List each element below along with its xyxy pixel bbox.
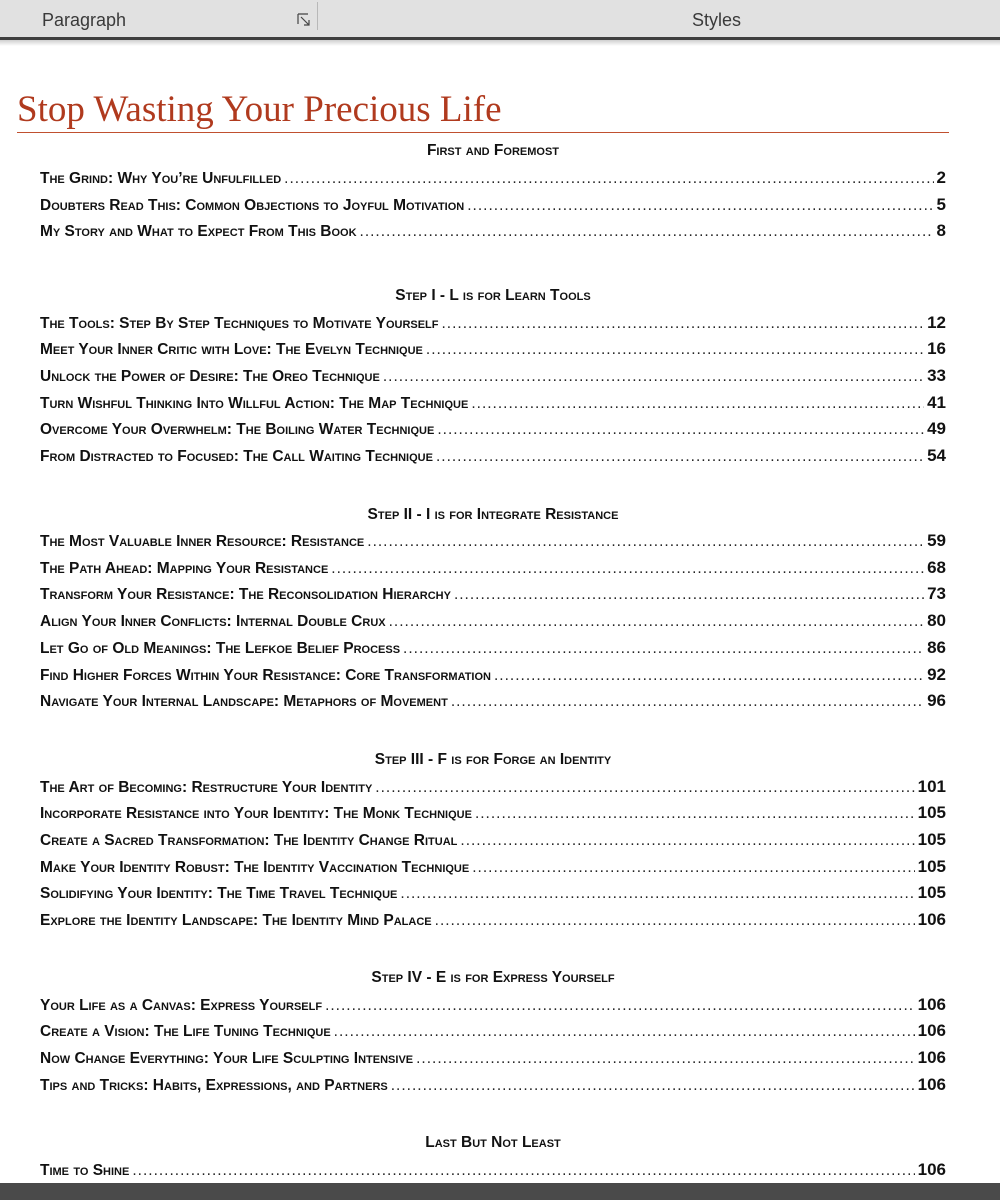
toc-entry-title: Unlock the Power of Desire: The Oreo Technique	[40, 368, 380, 385]
toc-entry-title: Create a Sacred Transformation: The Identity Change Ritual	[40, 832, 458, 849]
toc-page-number: 73	[927, 584, 946, 603]
toc-entry[interactable]	[40, 221, 946, 243]
toc-entry[interactable]	[40, 1160, 946, 1182]
toc-page-number: 101	[917, 777, 946, 796]
toc-entry[interactable]	[40, 339, 946, 361]
toc-entry-title: Doubters Read This: Common Objections to Joyful Motivation	[40, 197, 465, 214]
toc-section-heading: Last But Not Least	[425, 1134, 561, 1151]
toc-entry[interactable]	[40, 558, 946, 580]
toc-entry-title: Turn Wishful Thinking Into Willful Action: The Map Technique	[40, 395, 469, 412]
toc-dot-leader	[416, 1050, 915, 1069]
toc-entry[interactable]	[40, 830, 946, 852]
toc-dot-leader	[132, 1162, 914, 1181]
toc-dot-leader	[383, 368, 924, 387]
status-bar	[0, 1183, 1000, 1200]
toc-entry[interactable]	[40, 195, 946, 217]
toc-dot-leader	[442, 315, 925, 334]
toc-dot-leader	[389, 613, 924, 632]
toc-dot-leader	[436, 448, 924, 467]
styles-group-label: Styles	[692, 10, 742, 30]
toc-entry[interactable]	[40, 910, 946, 932]
toc-dot-leader	[367, 533, 924, 552]
toc-dot-leader	[460, 832, 914, 851]
toc-page-number: 33	[927, 366, 946, 385]
toc-dot-leader	[426, 341, 924, 360]
toc-dot-leader	[403, 640, 924, 659]
toc-entry[interactable]	[40, 777, 946, 799]
toc-page-number: 106	[917, 1075, 946, 1094]
toc-page-number: 49	[927, 419, 946, 438]
toc-dot-leader	[467, 197, 933, 216]
toc-page-number: 12	[927, 313, 946, 332]
toc-dot-leader	[391, 1077, 915, 1096]
toc-page-number: 5	[936, 195, 946, 214]
toc-entry-title: Incorporate Resistance into Your Identity: The Monk Technique	[40, 805, 472, 822]
toc-entry-title: Now Change Everything: Your Life Sculpting Intensive	[40, 1050, 414, 1067]
toc-page-number: 86	[927, 638, 946, 657]
toc-entry-title: From Distracted to Focused: The Call Waiting Technique	[40, 448, 433, 465]
toc-entry[interactable]	[40, 857, 946, 879]
toc-section-heading: First and Foremost	[426, 142, 560, 159]
toc-page-number: 41	[927, 393, 946, 412]
toc-dot-leader	[334, 1023, 915, 1042]
toc-dot-leader	[494, 667, 924, 686]
toc-entry[interactable]	[40, 611, 946, 633]
toc-entry-title: Let Go of Old Meanings: The Lefkoe Belief Process	[40, 640, 401, 657]
toc-entry[interactable]	[40, 446, 946, 468]
toc-page-number: 68	[927, 558, 946, 577]
toc-entry-title: Make Your Identity Robust: The Identity Vaccination Technique	[40, 859, 470, 876]
toc-entry[interactable]	[40, 995, 946, 1017]
toc-page-number: 59	[927, 531, 946, 550]
toc-page-number: 106	[917, 1021, 946, 1040]
toc-section-heading: Step II - I is for Integrate Resistance	[367, 506, 619, 523]
toc-page-number: 105	[917, 830, 946, 849]
toc-entry-title: Solidifying Your Identity: The Time Travel Technique	[40, 885, 398, 902]
toc-entry-title: The Path Ahead: Mapping Your Resistance	[40, 560, 329, 577]
toc-entry[interactable]	[40, 531, 946, 553]
toc-page-number: 106	[917, 1160, 946, 1179]
toc-page-number: 92	[927, 665, 946, 684]
toc-entry-title: Navigate Your Internal Landscape: Metaphors of Movement	[40, 693, 448, 710]
toc-dot-leader	[454, 586, 924, 605]
toc-entry-title: Time to Shine	[40, 1162, 130, 1179]
toc-entry-title: The Most Valuable Inner Resource: Resistance	[40, 533, 365, 550]
toc-entry-title: The Tools: Step By Step Techniques to Motivate Yourself	[40, 315, 439, 332]
toc-page-number: 2	[936, 168, 946, 187]
toc-entry-title: Explore the Identity Landscape: The Identity Mind Palace	[40, 912, 432, 929]
toc-entry-title: Create a Vision: The Life Tuning Technique	[40, 1023, 331, 1040]
toc-entry[interactable]	[40, 366, 946, 388]
toc-entry[interactable]	[40, 1048, 946, 1070]
toc-page-number: 106	[917, 910, 946, 929]
toc-entry-title: The Grind: Why You’re Unfulfilled	[40, 170, 282, 187]
toc-page-number: 105	[917, 883, 946, 902]
toc-entry-title: Overcome Your Overwhelm: The Boiling Water Technique	[40, 421, 435, 438]
toc-entry-title: Find Higher Forces Within Your Resistance: Core Transformation	[40, 667, 491, 684]
toc-page-number: 106	[917, 1048, 946, 1067]
toc-dot-leader	[435, 912, 915, 931]
toc-dot-leader	[472, 859, 914, 878]
toc-dot-leader	[375, 779, 914, 798]
toc-dot-leader	[437, 421, 924, 440]
toc-entry-title: Align Your Inner Conflicts: Internal Double Crux	[40, 613, 386, 630]
toc-dot-leader	[471, 395, 924, 414]
toc-entry[interactable]	[40, 691, 946, 713]
toc-entry[interactable]	[40, 313, 946, 335]
toc-entry[interactable]	[40, 584, 946, 606]
toc-page-number: 106	[917, 995, 946, 1014]
toc-page-number: 80	[927, 611, 946, 630]
toc-entry[interactable]	[40, 638, 946, 660]
document-title: Stop Wasting Your Precious Life	[17, 89, 502, 130]
toc-entry[interactable]	[40, 419, 946, 441]
toc-dot-leader	[325, 997, 915, 1016]
toc-entry-title: The Art of Becoming: Restructure Your Identity	[40, 779, 373, 796]
toc-page-number: 8	[936, 221, 946, 240]
toc-entry-title: Meet Your Inner Critic with Love: The Evelyn Technique	[40, 341, 423, 358]
toc-entry[interactable]	[40, 665, 946, 687]
toc-entry-title: Your Life as a Canvas: Express Yourself	[40, 997, 323, 1014]
toc-entry[interactable]	[40, 168, 946, 190]
paragraph-group-label: Paragraph	[42, 10, 127, 30]
toc-page-number: 96	[927, 691, 946, 710]
toc-section-heading: Step IV - E is for Express Yourself	[371, 969, 615, 986]
toc-entry[interactable]	[40, 393, 946, 415]
toc-dot-leader	[475, 805, 915, 824]
toc-page-number: 54	[927, 446, 946, 465]
toc-page-number: 105	[917, 803, 946, 822]
toc-entry-title: Tips and Tricks: Habits, Expressions, and Partners	[40, 1077, 388, 1094]
toc-dot-leader	[331, 560, 924, 579]
toc-entry[interactable]	[40, 1021, 946, 1043]
toc-entry[interactable]	[40, 883, 946, 905]
toc-dot-leader	[284, 170, 933, 189]
toc-entry-title: My Story and What to Expect From This Book	[40, 223, 357, 240]
toc-entry[interactable]	[40, 1075, 946, 1097]
toc-entry-title: Transform Your Resistance: The Reconsolidation Hierarchy	[40, 586, 451, 603]
toc-section-heading: Step III - F is for Forge an Identity	[374, 751, 612, 768]
toc-dot-leader	[360, 223, 934, 242]
toc-entry[interactable]	[40, 803, 946, 825]
toc-dot-leader	[400, 885, 914, 904]
toc-dot-leader	[451, 693, 924, 712]
toc-page-number: 16	[927, 339, 946, 358]
toc-section-heading: Step I - L is for Learn Tools	[395, 287, 591, 304]
toc-page-number: 105	[917, 857, 946, 876]
